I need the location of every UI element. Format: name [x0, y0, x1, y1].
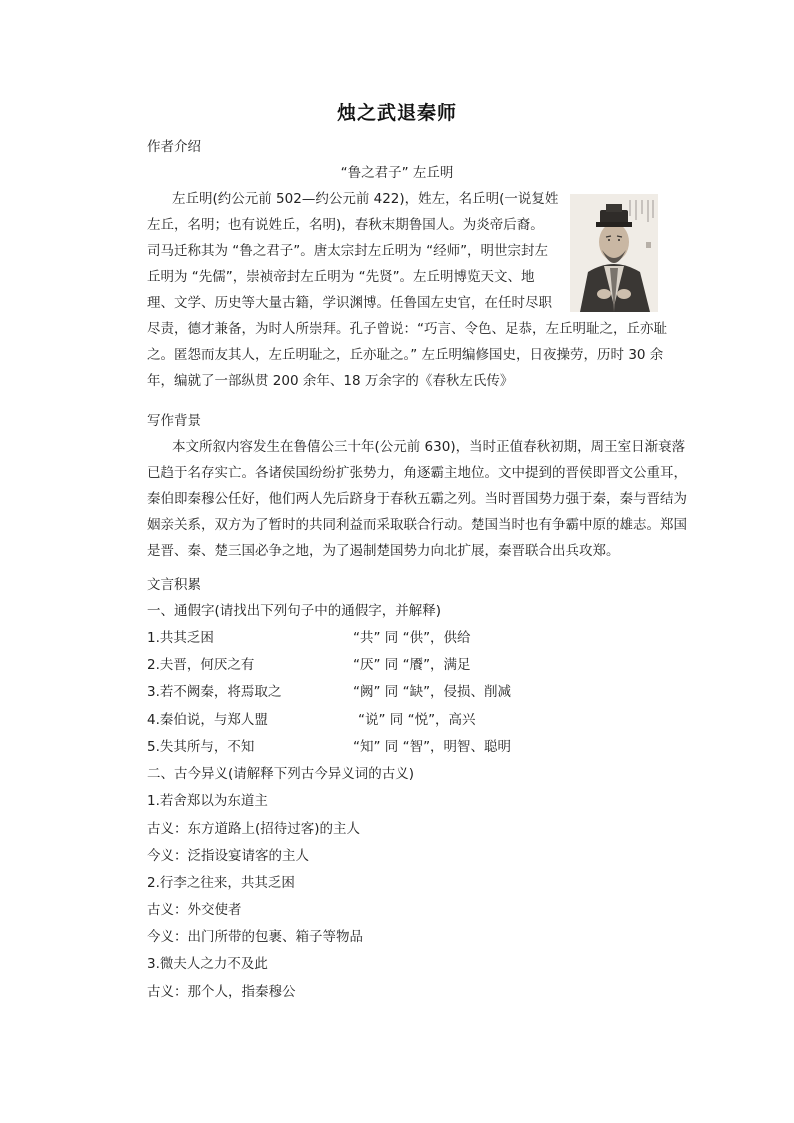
tongjiazi-answer: “知” 同 “智”，明智、聪明	[353, 739, 512, 755]
gujin-heading: 二、古今异义(请解释下列古今异义词的古义)	[147, 766, 415, 782]
tongjiazi-sentence: 5.失其所与，不知	[147, 739, 255, 755]
background-paragraph-line: 是晋、秦、楚三国必争之地，为了遏制楚国势力向北扩展，秦晋联合出兵攻郑。	[147, 543, 620, 559]
page-title: 烛之武退秦师	[336, 102, 457, 124]
author-portrait-image	[570, 194, 658, 312]
tongjiazi-sentence: 3.若不阙秦，将焉取之	[147, 684, 282, 700]
tongjiazi-sentence: 4.秦伯说，与郑人盟	[147, 712, 268, 728]
background-paragraph-line: 姻亲关系，双方为了暂时的共同利益而采取联合行动。楚国当时也有争霸中原的雄志。郑国	[147, 517, 687, 533]
author-paragraph-line: 理、文学、历史等大量古籍，学识渊博。任鲁国左史官，在任时尽职	[147, 295, 552, 311]
author-paragraph-line: 年，编就了一部纵贯 200 余年、18 万余字的《春秋左氏传》	[147, 373, 514, 389]
tongjiazi-answer: “说” 同 “悦”，高兴	[358, 712, 476, 728]
section-heading-author: 作者介绍	[147, 139, 201, 155]
gujin-line: 2.行李之往来，共其乏困	[147, 875, 295, 891]
gujin-line: 古义：外交使者	[147, 902, 242, 918]
author-paragraph-line: 尽责，德才兼备，为时人所崇拜。孔子曾说：“巧言、令色、足恭，左丘明耻之，丘亦耻	[147, 321, 667, 337]
gujin-line: 1.若舍郑以为东道主	[147, 793, 268, 809]
gujin-line: 古义：东方道路上(招待过客)的主人	[147, 821, 361, 837]
gujin-line: 3.微夫人之力不及此	[147, 956, 268, 972]
tongjiazi-sentence: 2.夫晋，何厌之有	[147, 657, 255, 673]
background-paragraph-line: 秦伯即秦穆公任好，他们两人先后跻身于春秋五霸之列。当时晋国势力强于秦，秦与晋结为	[147, 491, 687, 507]
tongjiazi-answer: “共” 同 “供”，供给	[353, 630, 471, 646]
gujin-line: 今义：出门所带的包裹、箱子等物品	[147, 929, 363, 945]
section-heading-wenyan: 文言积累	[147, 577, 201, 593]
tongjiazi-answer: “厌” 同 “餍”，满足	[353, 657, 471, 673]
author-paragraph-line: 左丘明(约公元前 502—约公元前 422)，姓左，名丘明(一说复姓	[172, 191, 559, 207]
background-paragraph-line: 已趋于名存实亡。各诸侯国纷纷扩张势力，角逐霸主地位。文中提到的晋侯即晋文公重耳，	[147, 465, 687, 481]
author-paragraph-line: 之。匿怨而友其人，左丘明耻之，丘亦耻之。” 左丘明编修国史，日夜操劳，历时 30 余	[147, 347, 664, 363]
author-subheading: “鲁之君子” 左丘明	[340, 165, 454, 181]
author-paragraph-line: 司马迁称其为 “鲁之君子”。唐太宗封左丘明为 “经师”，明世宗封左	[147, 243, 549, 259]
tongjiazi-sentence: 1.共其乏困	[147, 630, 214, 646]
section-heading-background: 写作背景	[147, 413, 201, 429]
tongjiazi-answer: “阙” 同 “缺”，侵损、削减	[353, 684, 512, 700]
background-paragraph-line: 本文所叙内容发生在鲁僖公三十年(公元前 630)，当时正值春秋初期，周王室日渐衰落	[172, 439, 686, 455]
tongjiazi-heading: 一、通假字(请找出下列句子中的通假字，并解释)	[147, 603, 442, 619]
author-paragraph-line: 左丘，名明；也有说姓丘，名明)，春秋末期鲁国人。为炎帝后裔。	[147, 217, 544, 233]
author-paragraph-line: 丘明为 “先儒”，崇祯帝封左丘明为 “先贤”。左丘明博览天文、地	[147, 269, 535, 285]
gujin-line: 古义：那个人，指秦穆公	[147, 984, 296, 1000]
gujin-line: 今义：泛指设宴请客的主人	[147, 848, 309, 864]
